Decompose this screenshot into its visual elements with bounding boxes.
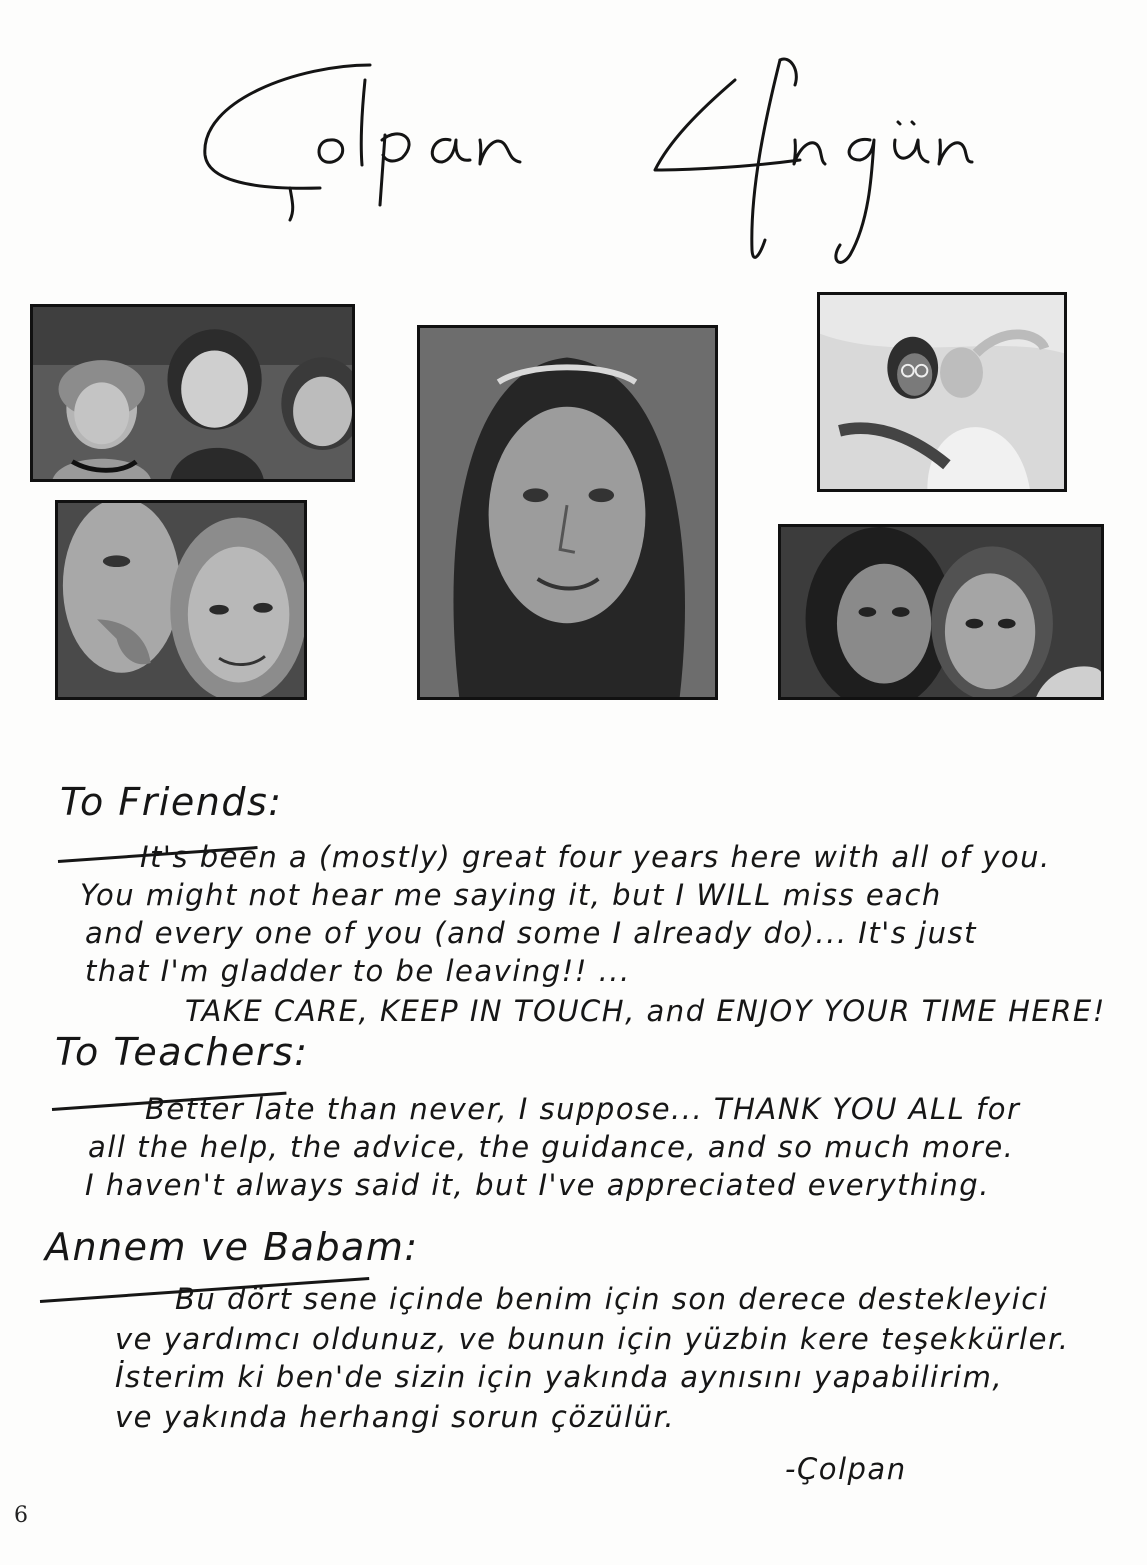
page-number: 6 (14, 1503, 28, 1528)
friends-line: You might not hear me saying it, but I WILL miss each (80, 878, 942, 912)
friends-line: that I'm gladder to be leaving!! ... (85, 954, 631, 988)
photo-two-friends (778, 524, 1104, 700)
friends-line: It's been a (mostly) great four years here with all of you. (140, 840, 1051, 874)
teachers-line: Better late than never, I suppose... THANK YOU ALL for (145, 1092, 1021, 1126)
name-signature (180, 40, 980, 280)
parents-heading: Annem ve Babam: (45, 1225, 419, 1269)
friends-line: and every one of you (and some I already do)... It's just (85, 916, 977, 950)
teachers-heading: To Teachers: (55, 1030, 309, 1074)
photo-portrait (417, 325, 718, 700)
signoff: -Çolpan (785, 1452, 907, 1486)
teachers-line: I haven't always said it, but I've appreciated everything. (85, 1168, 990, 1202)
parents-line: ve yardımcı oldunuz, ve bunun için yüzbin kere teşekkürler. (115, 1322, 1070, 1356)
teachers-line: all the help, the advice, the guidance, and so much more. (88, 1130, 1015, 1164)
photo-three-friends (30, 304, 355, 482)
parents-line: Bu dört sene içinde benim için son derece destekleyici (175, 1282, 1049, 1316)
parents-line: ve yakında herhangi sorun çözülür. (115, 1400, 676, 1434)
photo-friends-in-bed (817, 292, 1067, 492)
photo-tongue-out (55, 500, 307, 700)
parents-line: İsterim ki ben'de sizin için yakında aynısını yapabilirim, (115, 1360, 1004, 1394)
friends-line: TAKE CARE, KEEP IN TOUCH, and ENJOY YOUR TIME HERE! (185, 994, 1106, 1028)
friends-heading: To Friends: (60, 780, 283, 824)
